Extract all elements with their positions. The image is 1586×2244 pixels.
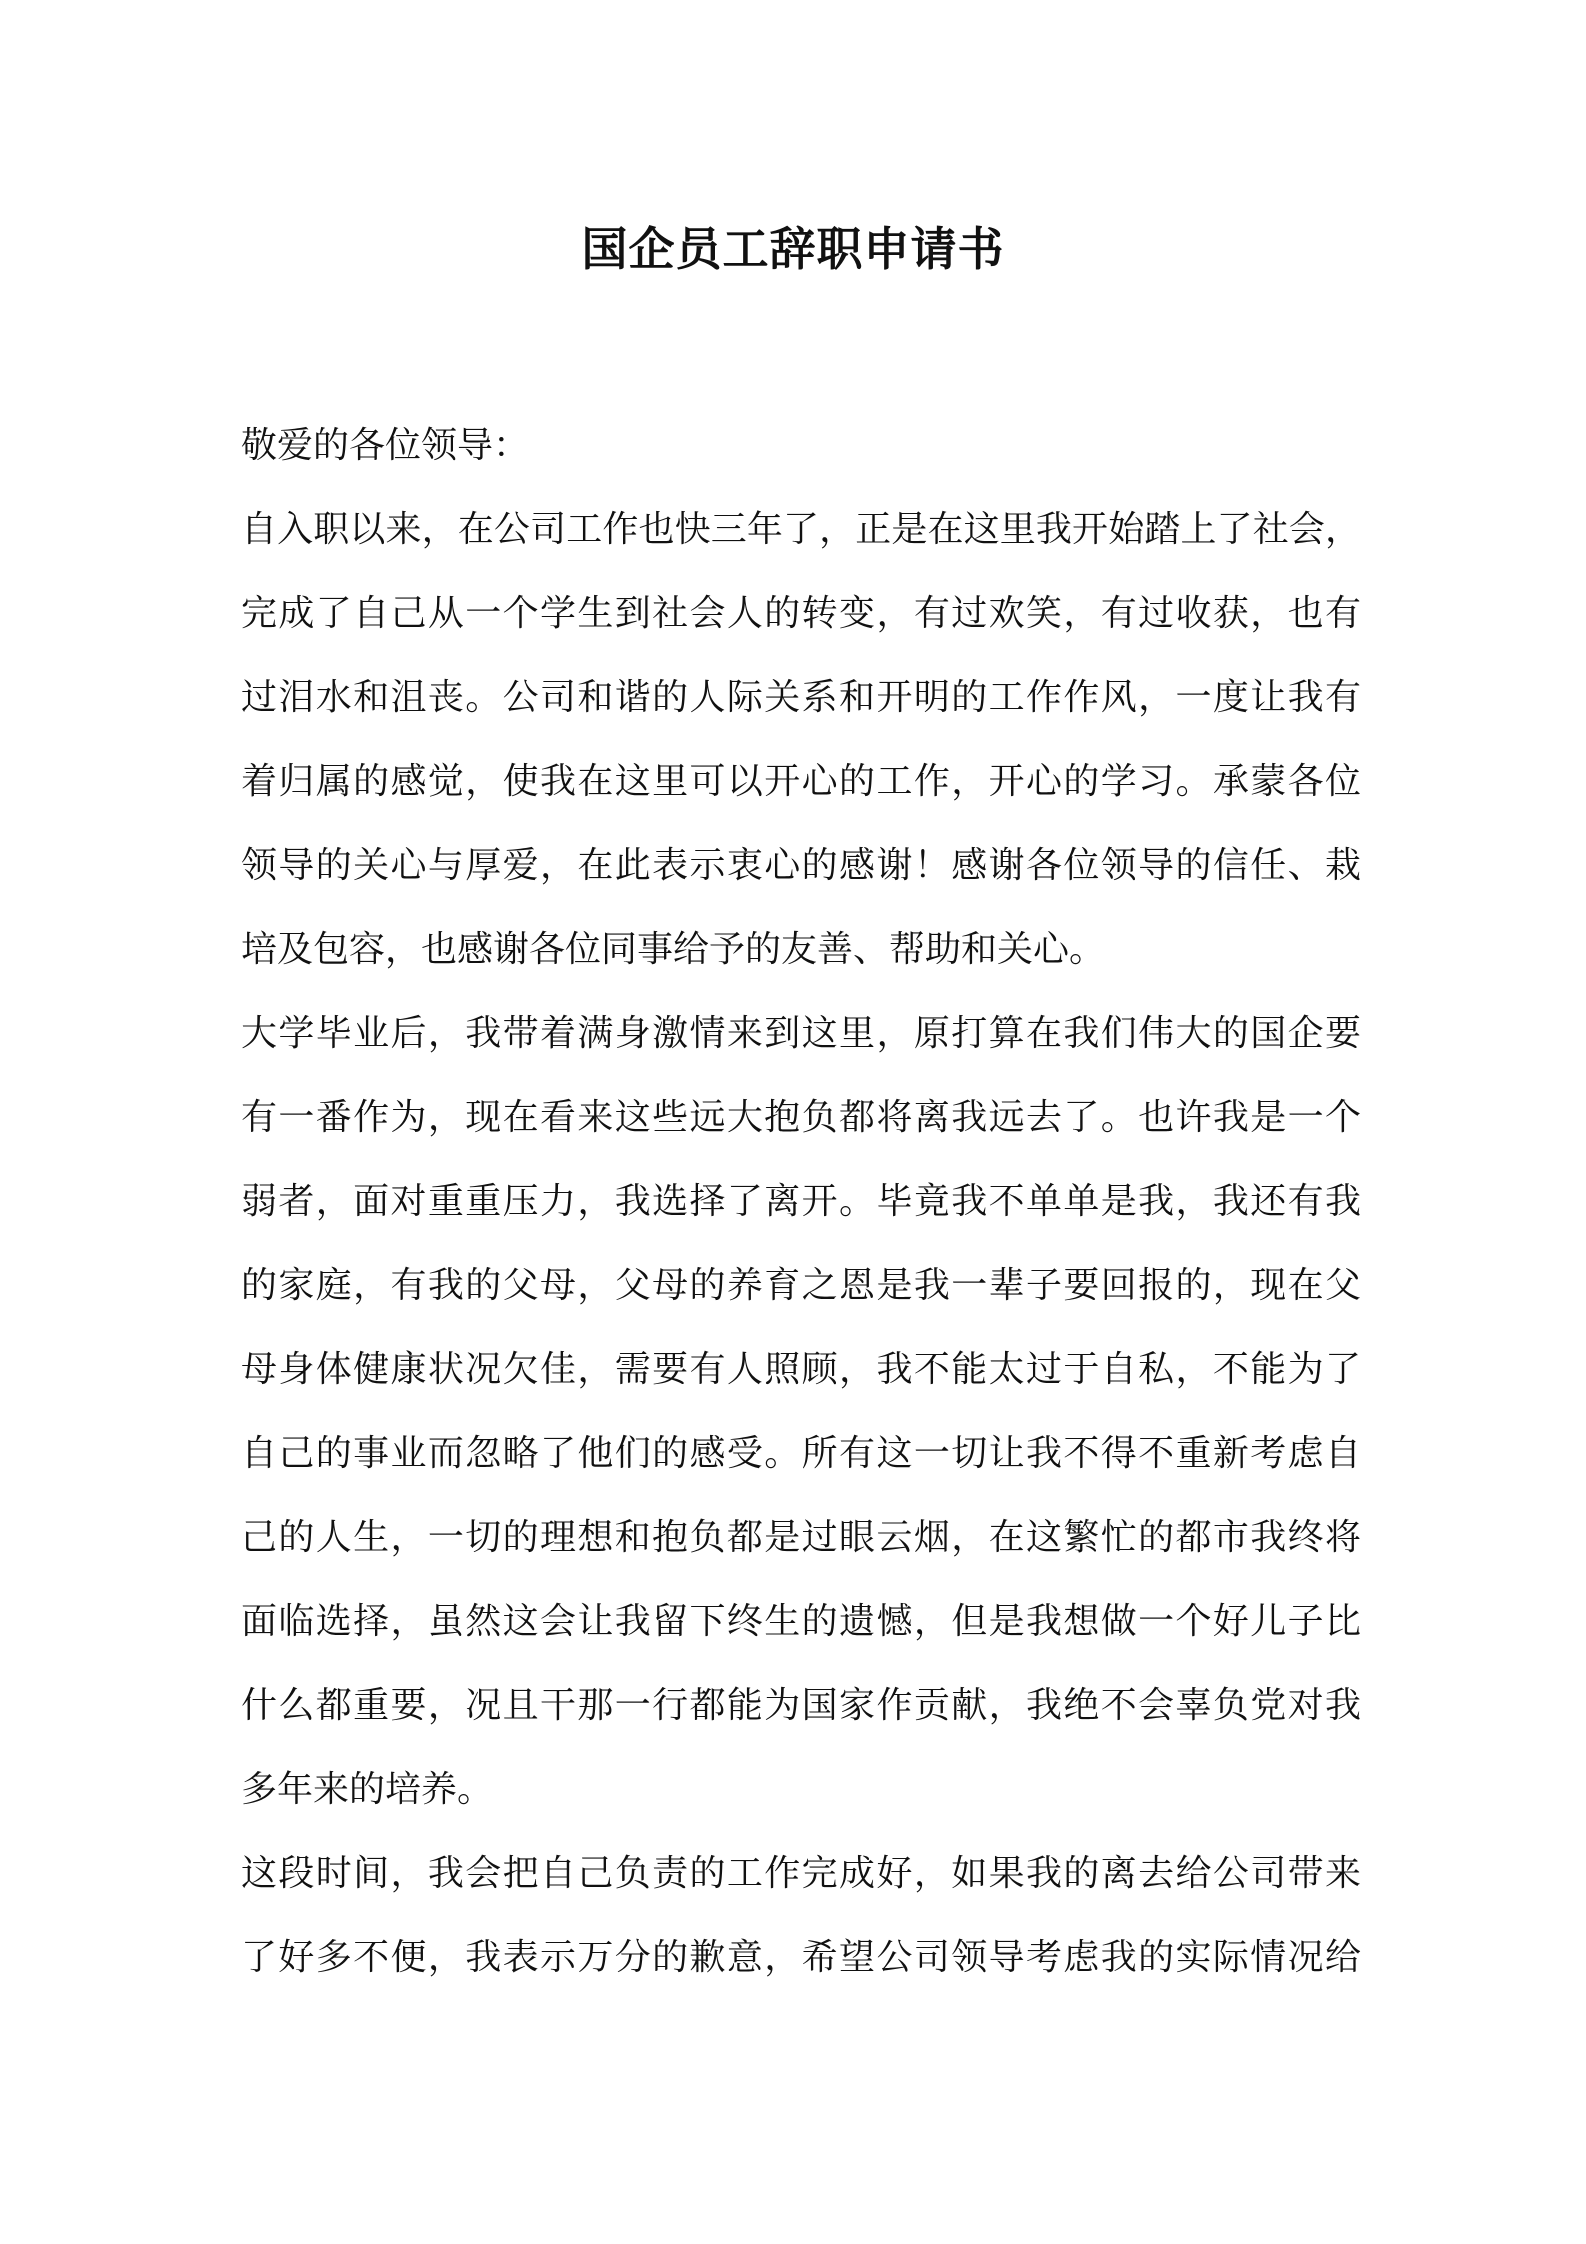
paragraph-line: 自己的事业而忽略了他们的感受。所有这一切让我不得不重新考虑自 <box>241 1433 1361 1474</box>
paragraph-line: 的家庭，有我的父母，父母的养育之恩是我一辈子要回报的，现在父 <box>241 1265 1361 1306</box>
salutation: 敬爱的各位领导： <box>241 425 530 466</box>
paragraph-line: 有一番作为，现在看来这些远大抱负都将离我远去了。也许我是一个 <box>241 1097 1361 1138</box>
document-title: 国企员工辞职申请书 <box>581 222 1005 276</box>
paragraph-2 <box>241 992 1361 1832</box>
paragraph-line: 着归属的感觉，使我在这里可以开心的工作，开心的学习。承蒙各位 <box>241 761 1361 802</box>
paragraph-line: 什么都重要，况且干那一行都能为国家作贡献，我绝不会辜负党对我 <box>241 1685 1361 1726</box>
document-body <box>241 404 1361 2000</box>
paragraph-1 <box>241 488 1361 992</box>
paragraph-line: 自入职以来，在公司工作也快三年了，正是在这里我开始踏上了社会， <box>241 509 1361 550</box>
paragraph-line: 母身体健康状况欠佳，需要有人照顾，我不能太过于自私，不能为了 <box>241 1349 1361 1390</box>
paragraph-line: 己的人生，一切的理想和抱负都是过眼云烟，在这繁忙的都市我终将 <box>241 1517 1361 1558</box>
paragraph-line: 弱者，面对重重压力，我选择了离开。毕竟我不单单是我，我还有我 <box>241 1181 1361 1222</box>
paragraph-line: 过泪水和沮丧。公司和谐的人际关系和开明的工作作风，一度让我有 <box>241 677 1361 718</box>
paragraph-line: 完成了自己从一个学生到社会人的转变，有过欢笑，有过收获，也有 <box>241 593 1361 634</box>
paragraph-line: 领导的关心与厚爱，在此表示衷心的感谢！感谢各位领导的信任、栽 <box>241 845 1361 886</box>
paragraph-line: 这段时间，我会把自己负责的工作完成好，如果我的离去给公司带来 <box>241 1853 1361 1894</box>
paragraph-line: 培及包容，也感谢各位同事给予的友善、帮助和关心。 <box>241 929 1106 970</box>
paragraph-line: 面临选择，虽然这会让我留下终生的遗憾，但是我想做一个好儿子比 <box>241 1601 1361 1642</box>
paragraph-3 <box>241 1832 1361 2000</box>
paragraph-line: 多年来的培养。 <box>241 1769 494 1810</box>
paragraph-line: 大学毕业后，我带着满身激情来到这里，原打算在我们伟大的国企要 <box>241 1013 1361 1054</box>
paragraph-line: 了好多不便，我表示万分的歉意，希望公司领导考虑我的实际情况给 <box>241 1937 1361 1978</box>
